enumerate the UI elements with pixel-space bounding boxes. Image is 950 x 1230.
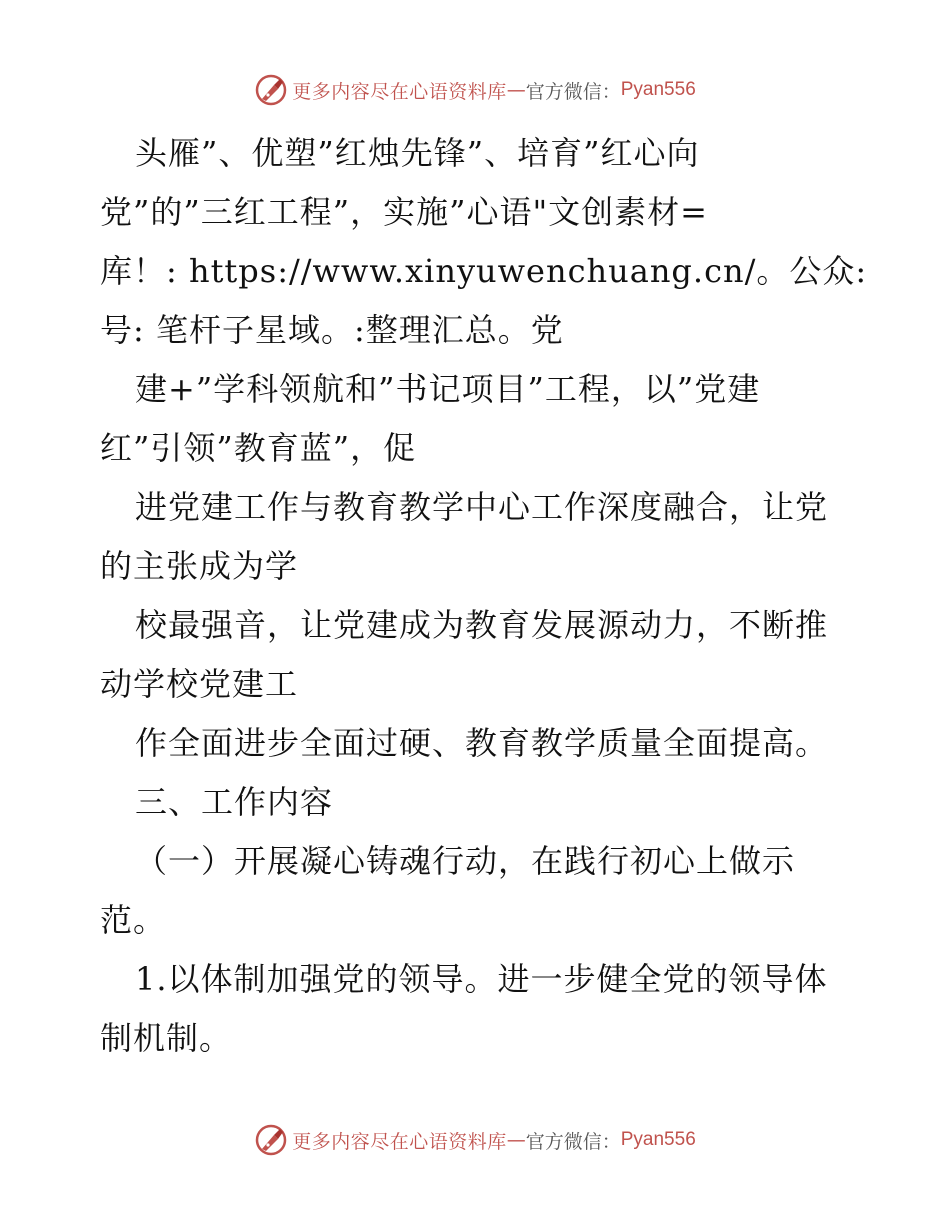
header-separator: — — [506, 79, 526, 101]
subsection-heading: （一）开展凝心铸魂行动，在践行初心上做示 — [135, 842, 796, 880]
text-line: 建+”学科领航和”书记项目”工程，以”党建 — [135, 370, 761, 408]
header-slogan: 更多内容尽在心语资料库 — [292, 80, 507, 103]
footer-wechat-id: Pyan556 — [620, 1129, 696, 1150]
text-line: 范。 — [100, 901, 167, 939]
header-wechat-id: Pyan556 — [620, 79, 696, 100]
text-line: 进党建工作与教育教学中心工作深度融合，让党 — [135, 488, 829, 526]
text-line: 制机制。 — [100, 1019, 233, 1057]
pen-nib-logo-icon — [254, 1123, 288, 1157]
text-line: 动学校党建工 — [100, 665, 299, 703]
text-line: 红”引领”教育蓝”，促 — [100, 429, 417, 467]
footer-banner — [0, 1120, 950, 1160]
numbered-item: 1.以体制加强党的领导。进一步健全党的领导体 — [135, 960, 828, 998]
pen-nib-logo-icon — [254, 73, 288, 107]
text-line: 作全面进步全面过硬、教育教学质量全面提高。 — [135, 724, 829, 762]
text-line: 号: 笔杆子星域。:整理汇总。党 — [100, 311, 564, 349]
footer-wechat-label: 官方微信： — [525, 1130, 621, 1153]
text-line: 库！: https://www.xinyuwenchuang.cn/。公众: — [100, 252, 868, 290]
document-body — [100, 124, 868, 1068]
section-heading: 三、工作内容 — [135, 783, 334, 821]
text-line: 的主张成为学 — [100, 547, 299, 585]
text-line: 校最强音，让党建成为教育发展源动力，不断推 — [135, 606, 829, 644]
header-banner — [0, 70, 950, 110]
text-line: 头雁”、优塑”红烛先锋”、培育”红心向 — [135, 134, 700, 172]
footer-separator: — — [506, 1129, 526, 1151]
footer-slogan: 更多内容尽在心语资料库 — [292, 1130, 507, 1153]
text-line: 党”的”三红工程”，实施”心语"文创素材= — [100, 193, 708, 231]
header-wechat-label: 官方微信： — [525, 80, 621, 103]
